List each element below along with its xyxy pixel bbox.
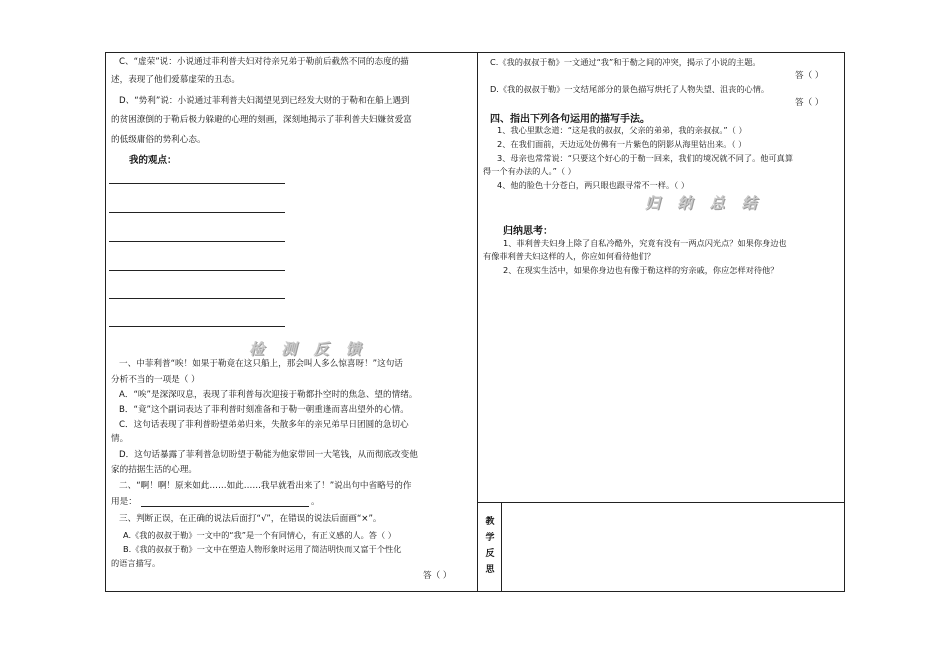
reflection-row-divider: [477, 502, 845, 503]
answer-line[interactable]: [109, 183, 285, 184]
teaching-reflection-label: [479, 514, 501, 578]
reflect-heading: 归纳思考：: [503, 226, 553, 237]
question-1-option-b: B．“竟”这个副词表达了菲利普时刻准备和于勒一朝重逢而喜出望外的心情。: [119, 405, 409, 415]
question-4-item-1: 1、我心里默念道：“这是我的叔叔，父亲的弟弟，我的亲叔叔。”（ ）: [497, 125, 747, 135]
option-c-line1: C、“虚荣”说：小说通过菲利普夫妇对待亲兄弟于勒前后截然不同的态度的描: [119, 57, 409, 67]
teaching-reflection-char: 反: [485, 549, 495, 559]
question-1-option-a: A．“唉”是深深叹息，表现了菲利普每次迎接于勒都扑空时的焦急、望的情绪。: [119, 390, 418, 400]
question-1-option-d2: 家的拮据生活的心理。: [111, 465, 197, 475]
question-3-line: 三、判断正误，在正确的说法后面打“√”，在错误的说法后面画“×”。: [119, 514, 382, 524]
worksheet: [105, 52, 845, 592]
judge-item-d-answer[interactable]: 答（ ）: [795, 98, 824, 108]
judge-item-c-answer[interactable]: 答（ ）: [795, 71, 824, 81]
question-1-line2: 分析不当的一项是（ ）: [111, 375, 200, 385]
answer-line[interactable]: [109, 212, 285, 213]
section-title-detect: 检 测 反 馈: [249, 340, 367, 358]
question-2-line1: 二、“啊！啊！原来如此……如此……我早就看出来了！”说出句中省略号的作: [119, 481, 412, 491]
question-3-item-b2: 的语言描写。: [111, 558, 161, 568]
judge-item-d: D.《我的叔叔于勒》一文结尾部分的景色描写烘托了人物失望、沮丧的心情。: [490, 84, 770, 94]
question-4-item-3a: 3、母亲也常常说：“只要这个好心的于勒一回来，我们的境况就不同了。他可真算: [497, 153, 794, 163]
question-4-item-4: 4、他的脸色十分苍白，两只眼也跟寻常不一样。（ ）: [497, 180, 690, 190]
question-4-item-2: 2、在我们面前，天边远处仿佛有一片紫色的阴影从海里钻出来。（ ）: [497, 139, 747, 149]
teaching-reflection-char: 教: [485, 517, 495, 527]
teaching-reflection-char: 学: [485, 533, 495, 543]
question-2-period: 。: [311, 497, 320, 507]
question-3-answer-slot[interactable]: 答（ ）: [423, 571, 452, 581]
answer-line[interactable]: [109, 241, 285, 242]
teaching-reflection-area[interactable]: [503, 504, 843, 590]
reflection-label-divider: [501, 502, 502, 592]
answer-line[interactable]: [109, 326, 285, 327]
question-3-item-a: A.《我的叔叔于勒》一文中的“我”是一个有同情心，有正义感的人。答（ ）: [123, 530, 396, 540]
answer-line[interactable]: [109, 298, 285, 299]
judge-item-c: C.《我的叔叔于勒》一文通过“我”和于勒之间的冲突，揭示了小说的主题。: [490, 57, 761, 67]
column-divider: [477, 52, 478, 592]
option-d-line3: 的低级庸俗的势利心态。: [111, 135, 206, 145]
my-view-label: 我的观点：: [129, 155, 177, 166]
option-d-line1: D、“势利”说：小说通过菲利普夫妇渴望见到已经发大财的于勒和在船上遇到: [119, 96, 410, 106]
question-4-item-3b: 得一个有办法的人。”（ ）: [483, 166, 576, 176]
section-title-summary: 归 纳 总 结: [645, 194, 763, 212]
reflect-question-2: 2、在现实生活中，如果你身边也有像于勒这样的穷亲戚，你应怎样对待他？: [503, 265, 779, 275]
question-3-item-b1: B.《我的叔叔于勒》一文中在塑造人物形象时运用了简洁明快而又富于个性化: [123, 544, 402, 554]
question-2-blank[interactable]: [141, 506, 309, 507]
answer-line[interactable]: [109, 270, 285, 271]
question-2-prefix: 用是：: [111, 497, 137, 507]
question-1-option-d1: D．这句话暴露了菲利普急切盼望于勒能为他家带回一大笔钱，从而彻底改变他: [119, 450, 418, 460]
question-1-option-c1: C．这句话表现了菲利普盼望弟弟归来，失散多年的亲兄弟早日团圆的急切心: [119, 420, 409, 430]
question-1-option-c2: 情。: [111, 434, 129, 444]
reflect-question-1a: 1、菲利普夫妇身上除了自私冷酷外，究竟有没有一两点闪光点？如果你身边也: [503, 238, 787, 248]
teaching-reflection-char: 思: [485, 565, 495, 575]
reflect-question-1b: 有像菲利普夫妇这样的人，你应如何看待他们？: [483, 251, 655, 261]
question-4-heading: 四、指出下列各句运用的描写手法。: [490, 114, 650, 125]
option-c-line2: 述，表现了他们爱慕虚荣的丑态。: [111, 75, 240, 85]
question-1-line1: 一、中菲利普“唉！如果于勒竟在这只船上，那会叫人多么惊喜呀！”这句话: [119, 359, 403, 369]
option-d-line2: 的贫困潦倒的于勒后极力躲避的心理的刻画，深刻地揭示了菲利普夫妇嫌贫爱富: [111, 115, 412, 125]
